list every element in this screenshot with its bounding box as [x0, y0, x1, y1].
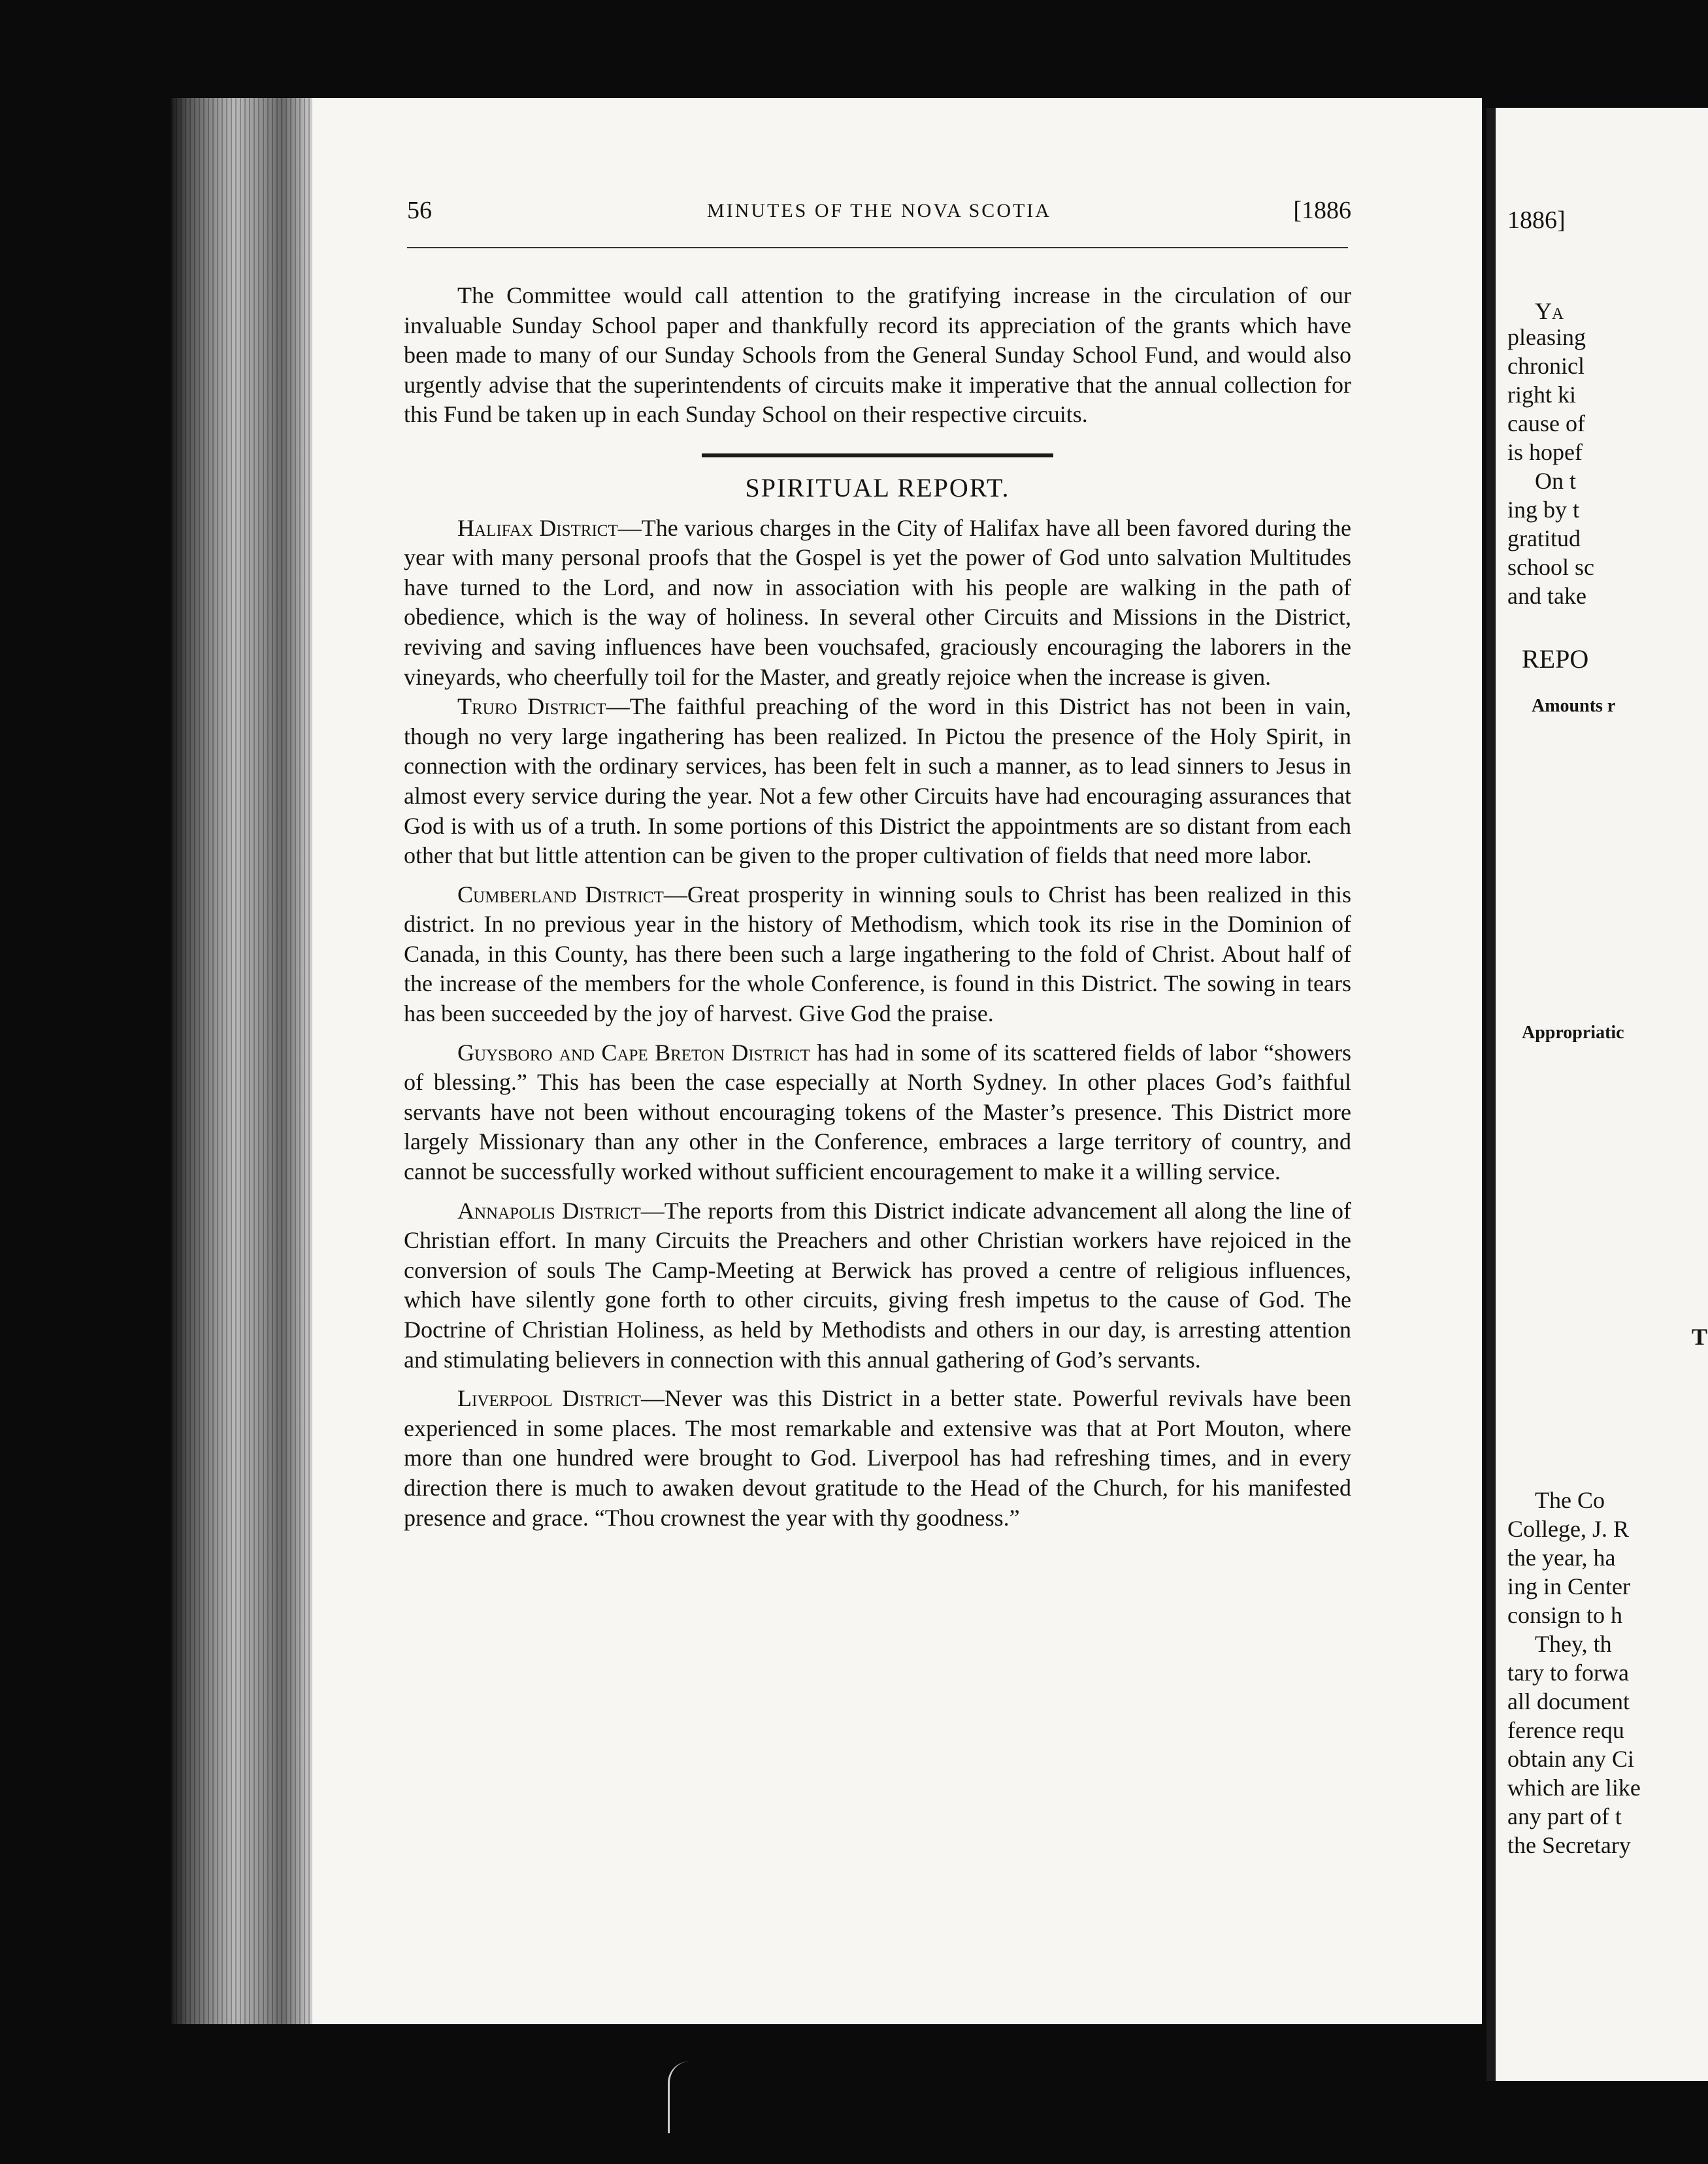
facing-page-line: College, J. R: [1507, 1516, 1629, 1542]
district-name: Guysboro and Cape Breton District: [457, 1039, 810, 1066]
district-name: Truro District: [457, 693, 606, 720]
facing-page-line: obtain any Ci: [1507, 1746, 1634, 1772]
page-header: [407, 196, 1351, 222]
facing-page-fragment: [1486, 108, 1708, 2081]
facing-page-line: They, th: [1535, 1631, 1612, 1657]
facing-page-line: On t: [1535, 468, 1576, 494]
facing-page-line: Ya: [1535, 298, 1564, 324]
facing-page-line: is hopef: [1507, 439, 1583, 465]
facing-page-line: which are like: [1507, 1775, 1641, 1801]
section-separator: [702, 453, 1053, 457]
district-text: has had in some of its scattered fields of labor “showers of blessing.” This has been the case especially at North Sydney. In other places God’s faithful servants have not been without encouraging tokens of the Master’s presence. This District more largely Missionary than any other in the Conference, embraces a large territory of country, and cannot be successfully worked without sufficient encouragement to make it a willing service.: [404, 1039, 1352, 1185]
facing-page-line: the year, ha: [1507, 1545, 1616, 1571]
facing-page-line: 1886]: [1507, 206, 1566, 234]
district-text: —The various charges in the City of Halifax have all been favored during the year with many personal proofs that the Gospel is yet the power of God unto salvation Multitudes have turned to the Lord, and now in association with his people are walking in the path of obedience, which is the way of holiness. In several other Circuits and Missions in the District, reviving and saving influences have been vouchsafed, graciously encouraging the laborers in the vineyards, who cheerfully toil for the Master, and greatly rejoice when the increase is given.: [404, 514, 1351, 690]
district-text: —The faithful preaching of the word in this District has not been in vain, though no very large ingathering has been realized. In Pictou the presence of the Holy Spirit, in connection with the ordinary services, has been felt in such a manner, as to lead sinners to Jesus in almost every service during the year. Not a few other Circuits have had encouraging assurances that God is with us of a truth. In some portions of this District the appointments are so distant from each other that but little attention can be given to the proper cultivation of fields that need more labor.: [404, 693, 1351, 869]
header-rule: [407, 247, 1348, 248]
header-year: [1886: [1293, 197, 1351, 224]
stray-scan-mark: [668, 2061, 689, 2133]
facing-page-line: Amounts r: [1532, 696, 1616, 716]
district-name: Liverpool District: [457, 1385, 641, 1412]
facing-page-line: ing by t: [1507, 497, 1580, 523]
section-title: SPIRITUAL REPORT.: [745, 472, 1010, 502]
district-name: Cumberland District: [457, 881, 664, 908]
facing-page-line: consign to h: [1507, 1602, 1622, 1628]
district-text: —Great prosperity in winning souls to Christ has been realized in this district. In no previous year in the history of Methodism, which took its rise in the Dominion of Canada, in this County, has there been such a large ingathering to the fold of Christ. About half of the increase of the members for the whole Conference, is found in this District. The sowing in tears has been succeeded by the joy of harvest. Give God the praise.: [404, 881, 1352, 1027]
facing-page-line: and take: [1507, 583, 1586, 609]
facing-page-line: pleasing: [1507, 324, 1586, 350]
district-paragraph-cumberland: [404, 880, 1351, 1029]
district-paragraph-halifax: [404, 514, 1351, 693]
district-paragraph-liverpool: [404, 1384, 1351, 1533]
facing-page-line: all document: [1507, 1688, 1630, 1714]
facing-page-line: school sc: [1507, 554, 1594, 580]
facing-page-line: right ki: [1507, 382, 1576, 408]
district-paragraph-annapolis: [404, 1196, 1351, 1375]
page-number: 56: [407, 197, 432, 224]
facing-page-line: cause of: [1507, 410, 1585, 436]
facing-page-line: T: [1692, 1324, 1708, 1350]
facing-page-line: Appropriatic: [1522, 1023, 1624, 1043]
district-text: —The reports from this District indicate advancement all along the line of Christian effort. In many Circuits the Preachers and other Christian workers have rejoiced in the conversion of souls The Camp-Meeting at Berwick has proved a centre of religious influences, which have silently gone forth to other circuits, giving fresh impetus to the cause of God. The Doctrine of Christian Holiness, as held by Methodists and others in our day, is arresting attention and stimulating believers in connection with this annual gathering of God’s servants.: [404, 1197, 1352, 1373]
page-body: [404, 281, 1351, 1533]
facing-page-line: the Secretary: [1507, 1832, 1631, 1858]
district-paragraph-guysboro: [404, 1038, 1351, 1187]
facing-page-line: tary to forwa: [1507, 1660, 1629, 1686]
facing-page-line: any part of t: [1507, 1803, 1622, 1829]
district-paragraph-truro: [404, 692, 1351, 871]
district-name: Annapolis District: [457, 1197, 641, 1224]
running-title: MINUTES OF THE NOVA SCOTIA: [707, 200, 1051, 221]
facing-page-line: gratitud: [1507, 525, 1581, 551]
book-spine-edge: [171, 98, 314, 2024]
facing-page-line: ference requ: [1507, 1717, 1624, 1743]
left-page: [312, 98, 1482, 2024]
facing-page-line: REPO: [1522, 644, 1589, 674]
district-name: Halifax District: [457, 514, 618, 541]
intro-paragraph: The Committee would call attention to the gratifying increase in the circulation of our invaluable Sunday School paper and thankfully record its appreciation of the grants which have been made to many of our Sunday Schools from the General Sunday School Fund, and would also urgently advise that the superintendents of circuits make it imperative that the annual collection for this Fund be taken up in each Sunday School on their respective circuits.: [404, 282, 1351, 428]
facing-page-line: chronicl: [1507, 353, 1585, 379]
facing-page-line: The Co: [1535, 1487, 1605, 1513]
district-text: —Never was this District in a better state. Powerful revivals have been experienced in some places. The most remarkable and extensive was that at Port Mouton, where more than one hundred were brought to God. Liverpool has had refreshing times, and in every direction there is much to awaken devout gratitude to the Head of the Church, for his manifested presence and grace. “Thou crownest the year with thy goodness.”: [404, 1385, 1351, 1531]
facing-page-line: ing in Center: [1507, 1573, 1630, 1599]
